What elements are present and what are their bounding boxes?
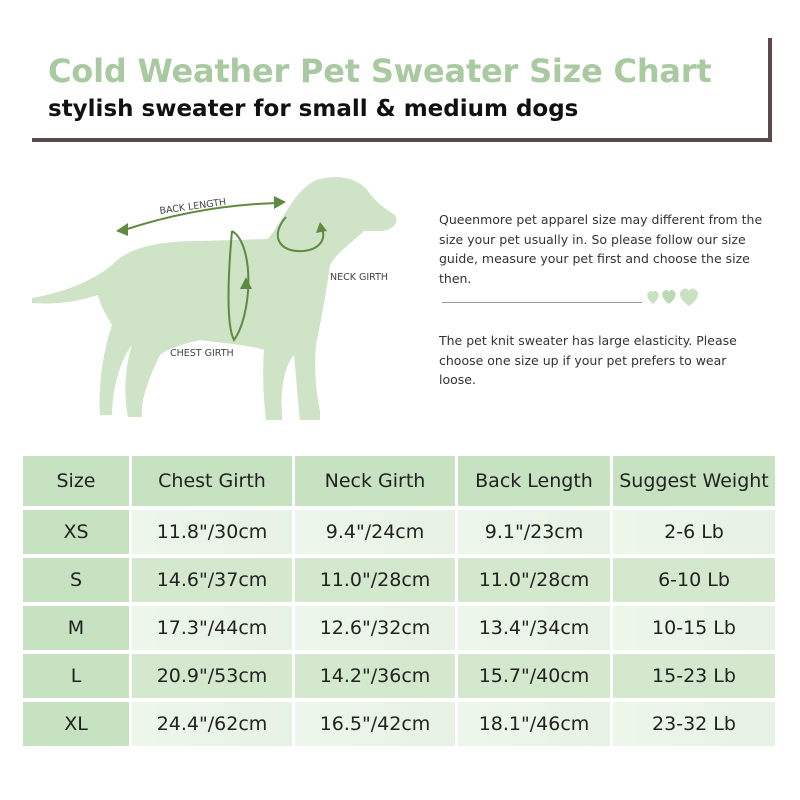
weight-cell: 15-23 Lb — [613, 654, 775, 698]
back-cell: 18.1"/46cm — [458, 702, 610, 746]
back-length-arrowhead-left — [116, 223, 128, 236]
neck-cell: 14.2"/36cm — [295, 654, 455, 698]
size-cell: M — [23, 606, 129, 650]
neck-cell: 11.0"/28cm — [295, 558, 455, 602]
neck-girth-label: NECK GIRTH — [330, 272, 389, 283]
chest-cell: 24.4"/62cm — [132, 702, 292, 746]
back-cell: 13.4"/34cm — [458, 606, 610, 650]
chest-cell: 17.3"/44cm — [132, 606, 292, 650]
elasticity-note: The pet knit sweater has large elasticity. Please choose one size up if your pet prefers to wear loose. — [439, 333, 737, 387]
back-cell: 15.7"/40cm — [458, 654, 610, 698]
table-row — [23, 510, 775, 554]
chest-girth-label: CHEST GIRTH — [170, 348, 234, 359]
size-cell: L — [23, 654, 129, 698]
back-cell: 9.1"/23cm — [458, 510, 610, 554]
back-length-label: BACK LENGTH — [158, 196, 227, 217]
size-cell: S — [23, 558, 129, 602]
chest-cell: 11.8"/30cm — [132, 510, 292, 554]
page-title: Cold Weather Pet Sweater Size Chart — [48, 52, 712, 90]
notes-divider — [442, 302, 642, 303]
hearts-icon — [645, 286, 707, 308]
table-header-row — [23, 456, 775, 506]
size-cell: XS — [23, 510, 129, 554]
chest-cell: 20.9"/53cm — [132, 654, 292, 698]
neck-cell: 12.6"/32cm — [295, 606, 455, 650]
chest-cell: 14.6"/37cm — [132, 558, 292, 602]
header-size: Size — [23, 456, 129, 506]
weight-cell: 10-15 Lb — [613, 606, 775, 650]
weight-cell: 2-6 Lb — [613, 510, 775, 554]
size-chart-table — [20, 452, 778, 750]
back-cell: 11.0"/28cm — [458, 558, 610, 602]
neck-cell: 16.5"/42cm — [295, 702, 455, 746]
weight-cell: 23-32 Lb — [613, 702, 775, 746]
size-guide-note: Queenmore pet apparel size may different from the size your pet usually in. So please follow our size guide, measure your pet first and choose the size then. — [439, 212, 763, 286]
dog-measurement-diagram — [20, 165, 420, 435]
header-suggest-weight: Suggest Weight — [613, 456, 775, 506]
header-chest-girth: Chest Girth — [132, 456, 292, 506]
table-row — [23, 702, 775, 746]
table-row — [23, 654, 775, 698]
page-subtitle: stylish sweater for small & medium dogs — [48, 96, 579, 122]
header-back-length: Back Length — [458, 456, 610, 506]
dog-silhouette — [32, 177, 397, 420]
header-neck-girth: Neck Girth — [295, 456, 455, 506]
table-row — [23, 558, 775, 602]
table-row — [23, 606, 775, 650]
back-length-arrowhead-right — [274, 196, 286, 209]
size-cell: XL — [23, 702, 129, 746]
weight-cell: 6-10 Lb — [613, 558, 775, 602]
neck-cell: 9.4"/24cm — [295, 510, 455, 554]
